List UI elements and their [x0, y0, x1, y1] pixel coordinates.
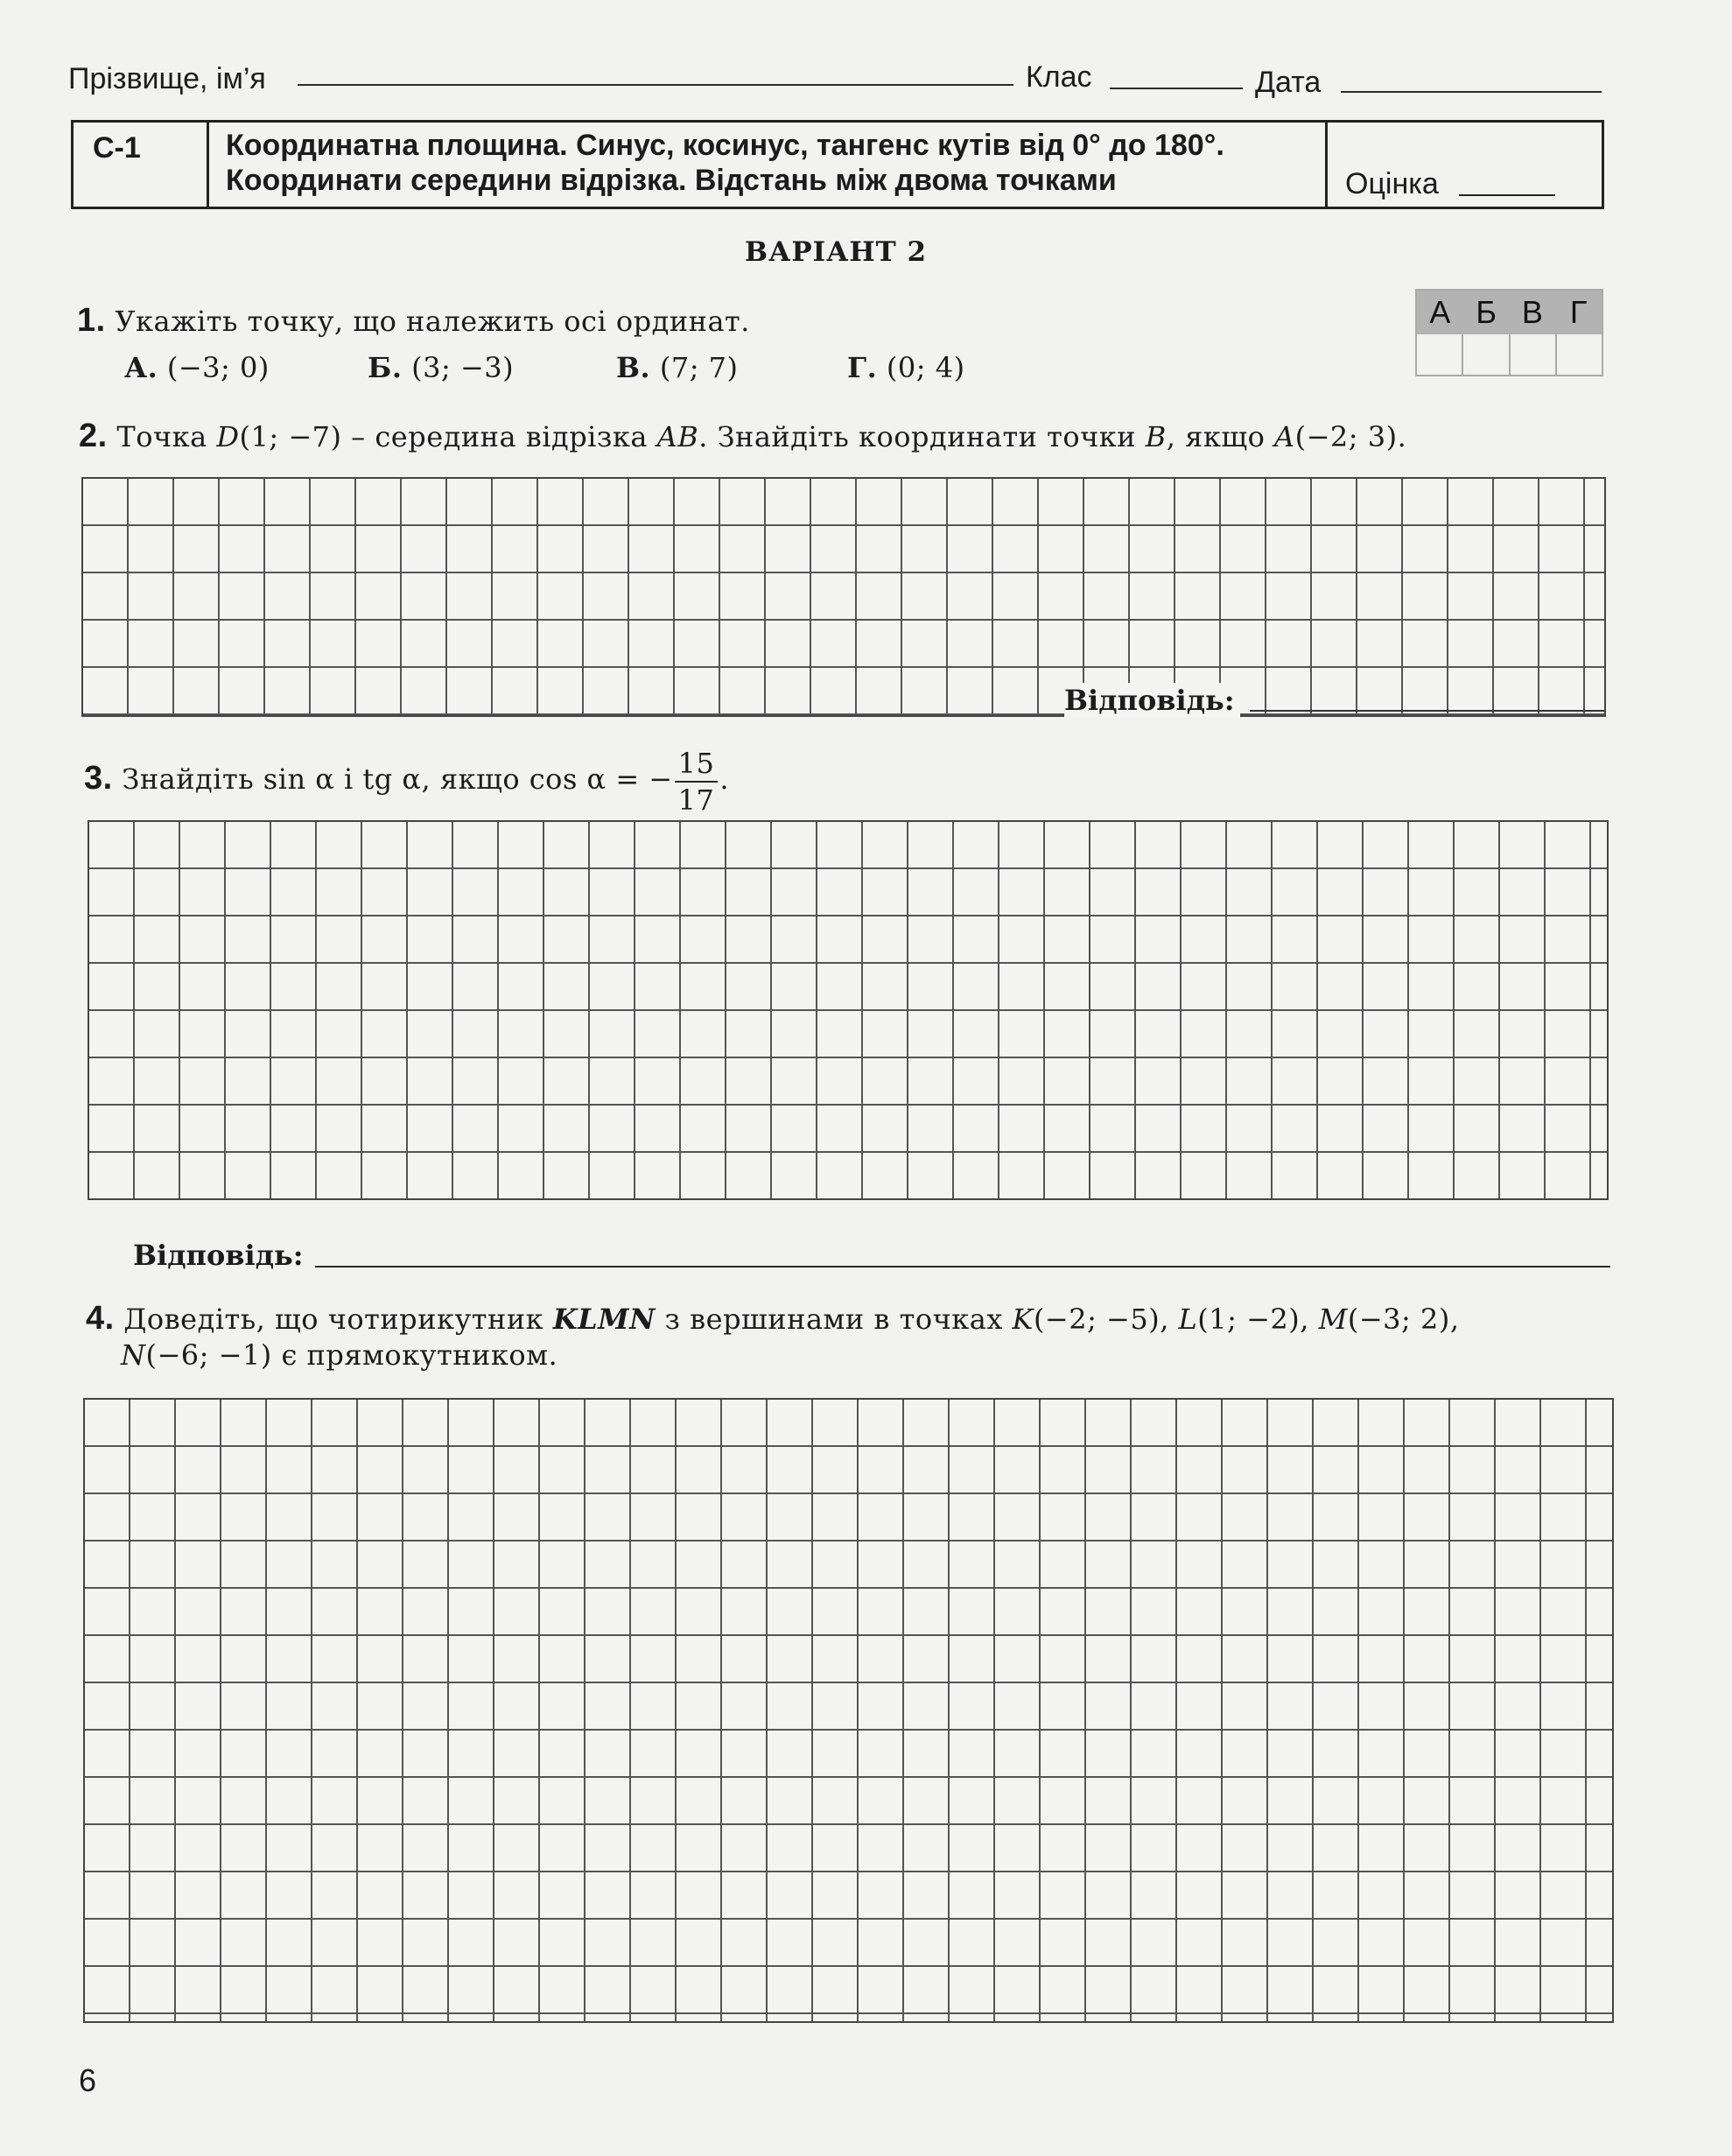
answer-choice-header	[1417, 291, 1602, 334]
grade-label: Оцінка	[1345, 167, 1439, 200]
question-1-text: Укажіть точку, що належить осі ординат.	[115, 305, 750, 338]
question-4-line-2: N(−6; −1) є прямокутником.	[121, 1338, 558, 1372]
question-1-option-d[interactable]: Г. (0; 4)	[847, 351, 965, 384]
question-2-answer-label: Відповідь:	[1064, 683, 1240, 718]
date-field[interactable]	[1341, 91, 1602, 93]
work-title-line-1: Координатна площина. Синус, косинус, тангенс кутів від 0° до 180°.	[226, 129, 1224, 162]
question-3-work-grid[interactable]	[88, 820, 1609, 1200]
question-1	[77, 303, 750, 339]
answer-choice-letter: В	[1521, 294, 1543, 330]
question-1-option-b[interactable]: Б. (3; −3)	[368, 351, 515, 384]
question-2-answer-field[interactable]	[1250, 710, 1604, 712]
class-label: Клас	[1026, 60, 1092, 94]
name-field[interactable]	[298, 84, 1013, 86]
date-label: Дата	[1255, 66, 1322, 99]
answer-choice-cell-b[interactable]	[1463, 334, 1510, 375]
work-title	[226, 128, 1224, 198]
fraction: $\frac{15}{17}$	[675, 746, 719, 818]
grade-cell	[1325, 123, 1602, 207]
question-1-number: 1.	[77, 302, 106, 339]
question-2-number: 2.	[79, 418, 108, 454]
variant-heading: ВАРІАНТ 2	[744, 236, 928, 268]
answer-choice-cells	[1417, 334, 1602, 375]
answer-choice-table	[1415, 289, 1603, 376]
work-title-line-2: Координати середини відрізка. Відстань між двома точками	[226, 164, 1117, 197]
question-3: 3. Знайдіть sin α і tg α, якщо cos α = − $\frac{15}{17}$ .	[84, 746, 729, 817]
question-3-number: 3.	[84, 760, 113, 797]
answer-choice-cell-a[interactable]	[1417, 334, 1463, 375]
answer-choice-letter: Г	[1569, 294, 1588, 330]
work-code: С-1	[74, 123, 209, 207]
answer-choice-cell-c[interactable]	[1511, 334, 1557, 375]
title-box	[71, 120, 1604, 209]
question-4-number: 4.	[86, 1300, 115, 1337]
class-field[interactable]	[1110, 88, 1243, 89]
answer-choice-letter: А	[1429, 294, 1451, 330]
answer-choice-cell-d[interactable]	[1557, 334, 1602, 375]
question-2: 2. Точка D(1; −7) – середина відрізка AB. Знайдіть координати точки B, якщо A(−2; 3).	[79, 418, 1407, 454]
name-label: Прізвище, ім’я	[68, 62, 266, 95]
answer-choice-letter: Б	[1476, 294, 1497, 330]
question-3-answer-label: Відповідь:	[133, 1239, 304, 1272]
question-2-work-grid[interactable]	[81, 477, 1606, 717]
question-4-line-1: 4. Доведіть, що чотирикутник KLMN з вершинами в точках K(−2; −5), L(1; −2), M(−3; 2),	[86, 1300, 1460, 1337]
grade-field[interactable]	[1459, 194, 1555, 196]
question-4-work-grid[interactable]	[83, 1398, 1614, 2023]
question-1-option-a[interactable]: А. (−3; 0)	[124, 351, 270, 384]
question-3-answer-field[interactable]	[315, 1266, 1610, 1268]
question-1-option-c[interactable]: В. (7; 7)	[616, 351, 739, 384]
page-number: 6	[79, 2062, 97, 2098]
